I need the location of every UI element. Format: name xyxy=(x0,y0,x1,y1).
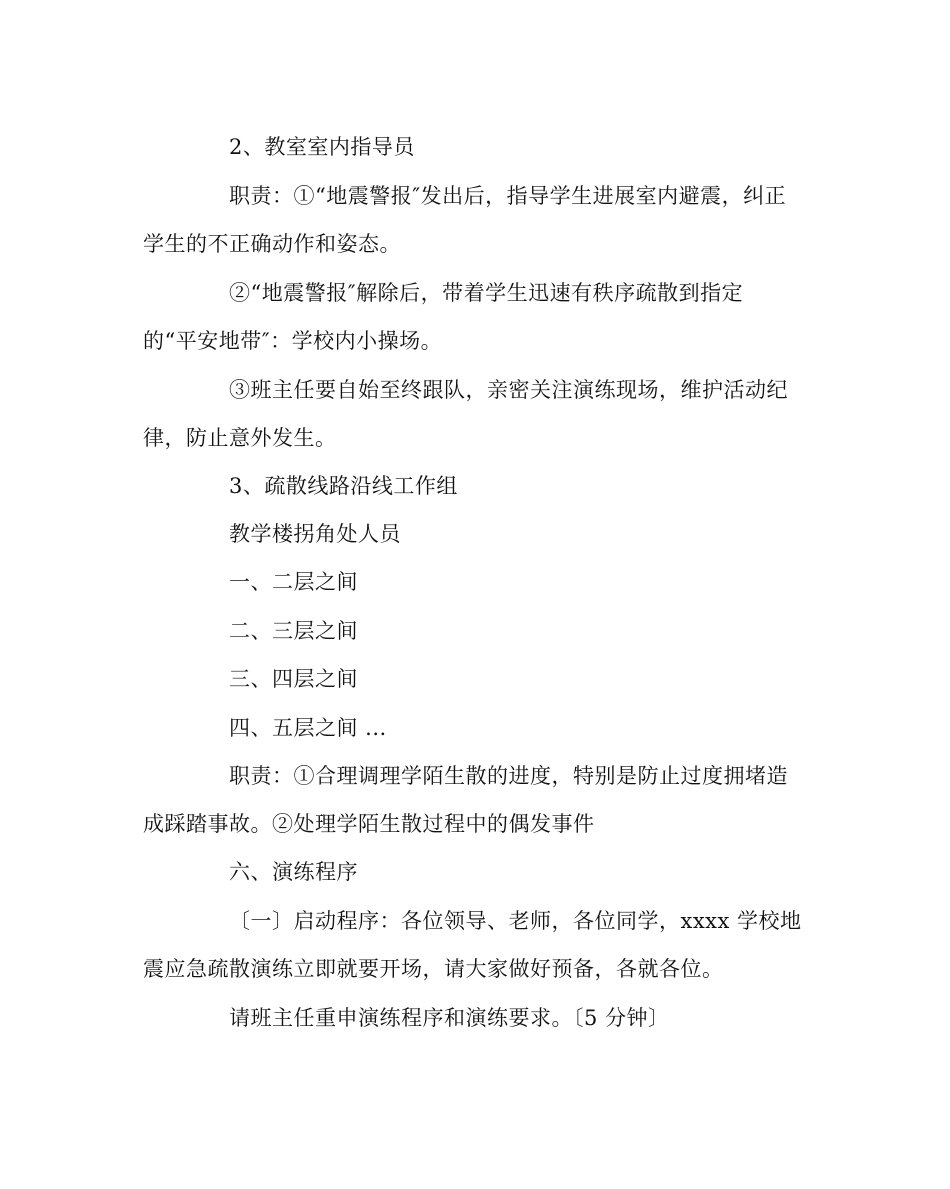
section-heading-drill-procedure: 六、演练程序 xyxy=(229,860,358,884)
section-heading-evacuation-route: 3、疏散线路沿线工作组 xyxy=(229,474,458,498)
paragraph-line: 学生的不正确动作和姿态。 xyxy=(143,232,401,256)
paragraph-line: 教学楼拐角处人员 xyxy=(229,522,401,546)
paragraph-line: 震应急疏散演练立即就要开场，请大家做好预备，各就各位。 xyxy=(143,957,724,981)
paragraph-line: 律，防止意外发生。 xyxy=(143,426,337,450)
paragraph-line: 职责：①合理调理学陌生散的进度，特别是防止过度拥堵造 xyxy=(229,764,788,788)
paragraph-line: 成踩踏事故。②处理学陌生散过程中的偶发事件 xyxy=(143,812,595,836)
list-item: 一、二层之间 xyxy=(229,570,358,594)
paragraph-line: 请班主任重申演练程序和演练要求。〔5 分钟〕 xyxy=(229,1006,670,1030)
paragraph-line: 的“平安地带″：学校内小操场。 xyxy=(143,329,443,353)
paragraph-line: 〔一〕启动程序：各位领导、老师，各位同学，xxxx 学校地 xyxy=(229,909,802,933)
list-item: 四、五层之间 ... xyxy=(229,716,387,740)
section-heading-indoor-guide: 2、教室室内指导员 xyxy=(229,135,415,159)
paragraph-line: ②“地震警报″解除后，带着学生迅速有秩序疏散到指定 xyxy=(229,281,744,305)
paragraph-line: ③班主任要自始至终跟队，亲密关注演练现场，维护活动纪 xyxy=(229,378,788,402)
list-item: 三、四层之间 xyxy=(229,667,358,691)
list-item: 二、三层之间 xyxy=(229,619,358,643)
paragraph-line: 职责：①“地震警报″发出后，指导学生进展室内避震，纠正 xyxy=(229,184,787,208)
